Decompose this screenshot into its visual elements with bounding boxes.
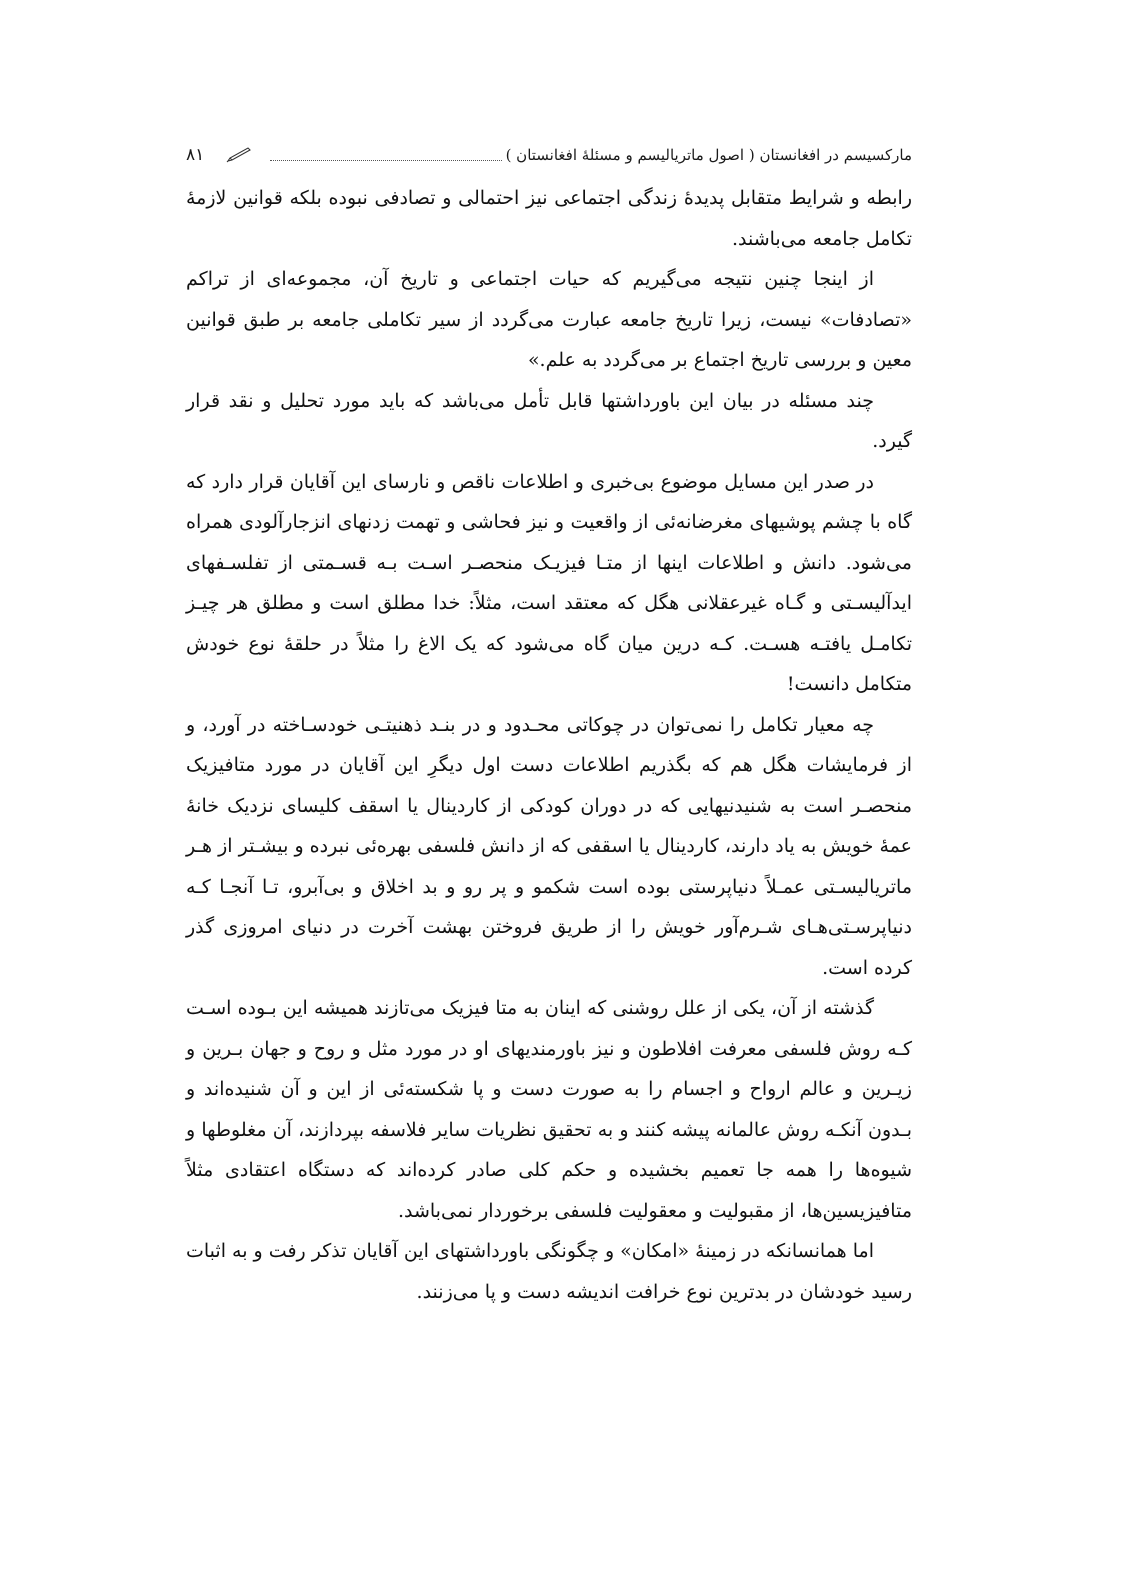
running-title: مارکسیسم در افغانستان ( اصول ماتریالیسم و مسئلهٔ افغانستان ) bbox=[505, 146, 912, 164]
paragraph: رابطه و شرایط متقابل پدیدهٔ زندگی اجتماعی نیز احتمالی و تصادفی نبوده بلکه قوانین لازمهٔ تکامل جامعه می‌باشند. bbox=[186, 187, 912, 250]
page-number: ۸۱ bbox=[186, 145, 205, 165]
paragraph: گذشته از آن، یکی از علل روشنی که اینان به متا فیزیک می‌تازند همیشه این بـوده اسـت کـه روش فلسفی معرفت افلاطون و نیز باورمندیهای او در مورد مثل و روح و جهان بـرین و زیـرین و عالم ارواح و اجسام را به صورت دست و پا شکسته‌ئی از این و آن شنیده‌اند و بـدون آنکـه روش عالمانه پیشه کنند و به تحقیق نظریات سایر فلاسفه بپردازند، آن مغلوطها و شیوه‌ها را همه جا تعمیم بخشیده و حکم کلی صادر کرده‌اند که دستگاه اعتقادی مثلاً متافیزیسین‌ها، از مقبولیت و معقولیت فلسفی برخوردار نمی‌باشد. bbox=[186, 997, 912, 1222]
paragraph: چند مسئله در بیان این باورداشتها قابل تأمل می‌باشد که باید مورد تحلیل و نقد قرار گیرد. bbox=[186, 389, 912, 452]
paragraph: اما همانسانکه در زمینهٔ «امکان» و چگونگی باورداشتهای این آقایان تذکر رفت و به اثبات رسید خودشان در بدترین نوع خرافت اندیشه دست و پا می‌زنند. bbox=[186, 1240, 912, 1303]
body-text bbox=[186, 178, 912, 1312]
dotted-leader bbox=[270, 160, 501, 161]
running-header bbox=[186, 140, 912, 170]
paragraph: چه معیار تکامل را نمی‌توان در چوکاتی محـدود و در بنـد ذهنیتـی خودسـاخته در آورد، و از فرمایشات هگل هم که بگذریم اطلاعات دست اول دیگرِ این آقایان در مورد متافیزیک منحصـر است به شنیدنیهایی که در دوران کودکی از کاردینال یا اسقف کلیسای نزدیک خانهٔ عمهٔ خویش به یاد دارند، کاردینال یا اسقفی که از دانش فلسفی بهره‌ئی نبرده و بیشـتر از هـر ماتریالیسـتی عمـلاً دنیاپرستی بوده است شکمو و پر رو و بد اخلاق و بی‌آبرو، تـا آنجـا کـه دنیاپرسـتی‌هـای شـرم‌آور خویش را از طریق فروختن بهشت آخرت در دنیای امروزی گذر کرده است. bbox=[186, 713, 912, 979]
pen-icon bbox=[226, 147, 252, 163]
paragraph: از اینجا چنین نتیجه می‌گیریم که حیات اجتماعی و تاریخ آن، مجموعه‌ای از تراکم «تصادفات» نیست، زیرا تاریخ جامعه عبارت می‌گردد از سیر تکاملی جامعه بر طبق قوانین معین و بررسی تاریخ اجتماع بر می‌گردد به علم.» bbox=[186, 268, 912, 371]
paragraph: در صدر این مسایل موضوع بی‌خبری و اطلاعات ناقص و نارسای این آقایان قرار دارد که گاه با چشم پوشیهای مغرضانه‌ئی از واقعیت و نیز فحاشی و تهمت زدنهای انزجارآلودی همراه می‌شود. دانش و اطلاعات اینها از متـا فیزیـک منحصـر اسـت بـه قسـمتی از تفلسـفهای ایدآلیسـتی و گـاه غیرعقلانی هگل که معتقد است، مثلاً: خدا مطلق است و مطلق هر چیـز تکامـل یافتـه هسـت. کـه درین میان گاه می‌شود که یک الاغ را مثلاً در حلقهٔ نوع خودش متکامل دانست! bbox=[186, 470, 912, 695]
